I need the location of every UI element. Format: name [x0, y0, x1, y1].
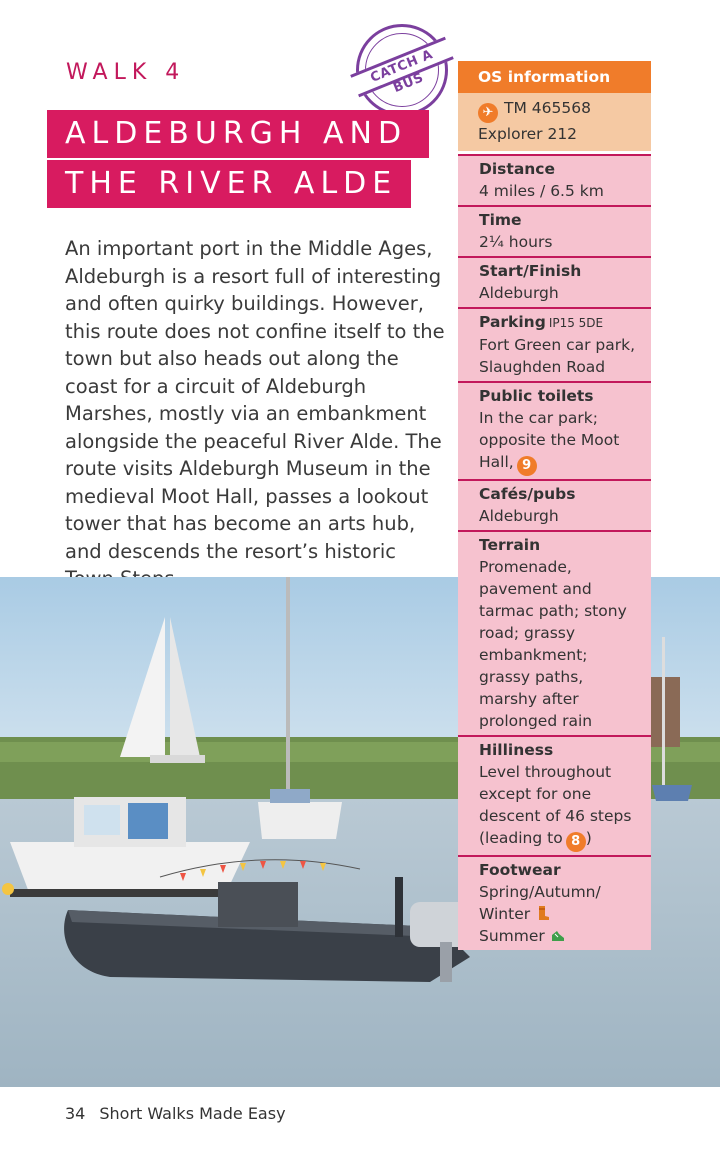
cafes-row: [458, 479, 651, 530]
footwear-winter: Winter: [479, 905, 531, 923]
time-row: [458, 205, 651, 256]
time-value: 2¼ hours: [479, 233, 553, 251]
time-label: Time: [479, 211, 522, 229]
waypoint-badge: 9: [517, 456, 537, 476]
stamp-text: CATCH A BUS: [350, 37, 454, 97]
parking-value: Fort Green car park, Slaughden Road: [479, 336, 636, 376]
grid-reference-line: [478, 97, 643, 123]
terrain-value: Promenade, pavement and tarmac path; stony road; grassy embankment; grassy paths, marshy after prolonged rain: [479, 558, 627, 730]
catch-a-bus-stamp: [356, 24, 448, 116]
wellington-boot-icon: [536, 905, 550, 921]
page-title-line-1: ALDEBURGH AND: [47, 110, 429, 158]
toilets-row: [458, 381, 651, 479]
intro-paragraph: An important port in the Middle Ages, Aldeburgh is a resort full of interesting and often quirky buildings. However, this route does not confine itself to the town but also heads out along the coast for a circuit of Aldeburgh Marshes, mostly via an embankment alongside the peaceful River Alde. The route visits Aldeburgh Museum in the medieval Moot Hall, passes a lookout tower that has become an arts hub, and descends the resort’s historic: [65, 237, 445, 563]
os-information-body: [458, 93, 651, 154]
footwear-summer: Summer: [479, 927, 545, 945]
hilliness-label: Hilliness: [479, 741, 554, 759]
footwear-line-3: [479, 925, 643, 947]
start-finish-label: Start/Finish: [479, 262, 582, 280]
walking-shoe-icon: [551, 927, 565, 943]
toilets-label: Public toilets: [479, 387, 594, 405]
toilets-value: In the car park; opposite the Moot Hall,: [479, 409, 620, 471]
distance-label: Distance: [479, 160, 556, 178]
parking-row: [458, 307, 651, 381]
walk-number: WALK 4: [66, 60, 186, 85]
distance-row: [458, 154, 651, 205]
os-information-header: OS information: [458, 61, 651, 93]
parking-postcode: IP15 5DE: [548, 316, 604, 330]
start-finish-value: Aldeburgh: [479, 284, 559, 302]
parking-label: Parking: [479, 313, 546, 331]
footwear-line-2: [479, 903, 643, 925]
walker-icon: ✈: [478, 103, 498, 123]
info-panel: [458, 61, 651, 950]
distance-value: 4 miles / 6.5 km: [479, 182, 604, 200]
hilliness-suffix: ): [585, 829, 592, 847]
grid-reference: TM 465568: [504, 99, 591, 117]
cafes-value: Aldeburgh: [479, 507, 559, 525]
book-title: Short Walks Made Easy: [99, 1104, 286, 1123]
hilliness-row: [458, 735, 651, 855]
terrain-row: [458, 530, 651, 735]
footwear-row: [458, 855, 651, 950]
page-number: 34: [65, 1104, 86, 1123]
explorer-map: Explorer 212: [478, 125, 578, 143]
terrain-label: Terrain: [479, 536, 541, 554]
page-footer: [65, 1104, 286, 1123]
waypoint-badge: 8: [566, 832, 586, 852]
cafes-label: Cafés/pubs: [479, 485, 576, 503]
start-finish-row: [458, 256, 651, 307]
hilliness-value: Level throughout except for one descent of 46 steps (leading to: [479, 763, 632, 847]
footwear-label: Footwear: [479, 861, 561, 879]
footwear-line-1: Spring/Autumn/: [479, 883, 601, 901]
page-title-line-2: THE RIVER ALDE: [47, 160, 411, 208]
